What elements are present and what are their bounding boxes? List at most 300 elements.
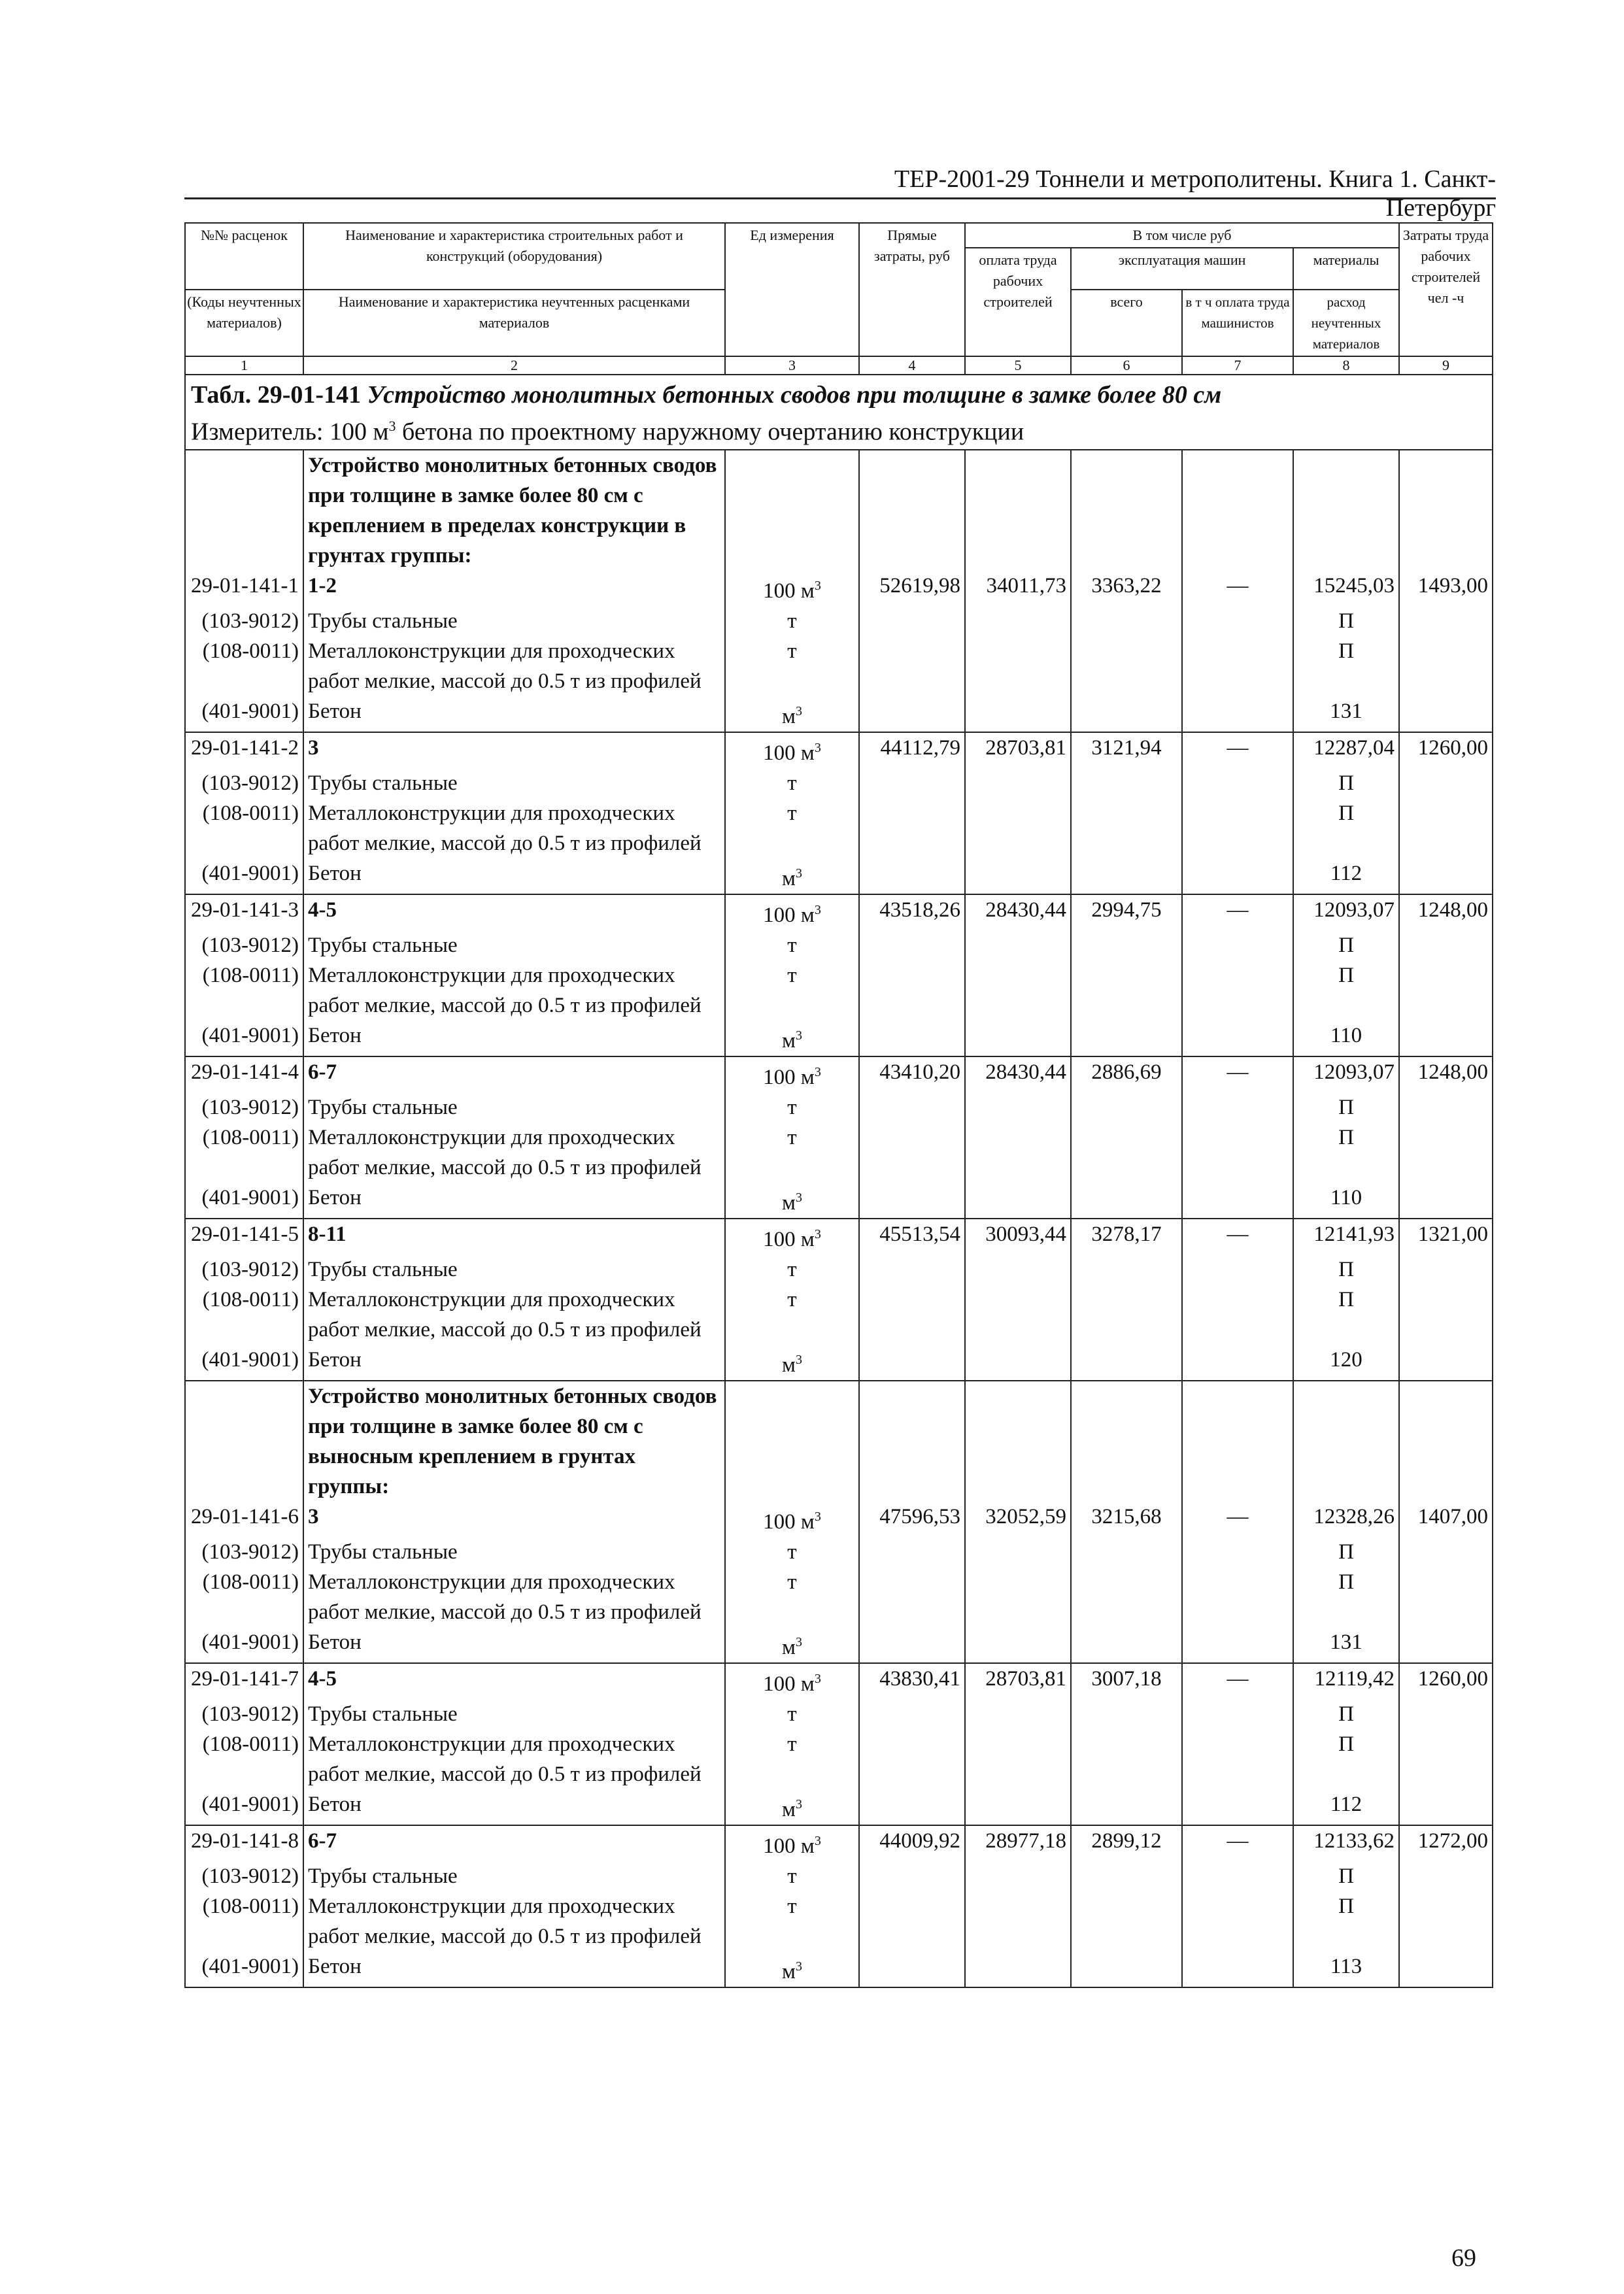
material-value: П — [1293, 960, 1399, 1020]
material-code: (108-0011) — [185, 1567, 303, 1627]
operators-cell — [1182, 1537, 1293, 1567]
rate-unit — [725, 1825, 859, 1861]
wages-cell — [965, 606, 1071, 636]
material-name: Металлоконструкции для проходческих работ мелкие, массой до 0.5 т из профилей — [303, 1567, 725, 1627]
labor-cost: 1248,00 — [1399, 894, 1493, 930]
material-code: (401-9001) — [185, 1183, 303, 1219]
unit-text: м — [782, 1959, 796, 1983]
material-code: (103-9012) — [185, 1537, 303, 1567]
machines-cell — [1071, 1255, 1182, 1285]
material-name: Трубы стальные — [303, 1537, 725, 1567]
wages-cell — [965, 768, 1071, 798]
labor-cell — [1399, 858, 1493, 894]
machines-cell — [1071, 1951, 1182, 1987]
direct-cell — [859, 1345, 965, 1381]
rate-code: 29-01-141-1 — [185, 571, 303, 606]
direct-cost: 43830,41 — [859, 1663, 965, 1699]
labor-cell — [1399, 1627, 1493, 1663]
operators-cell — [1182, 1285, 1293, 1345]
machines-cell — [1071, 696, 1182, 732]
material-row — [185, 1861, 1493, 1891]
table-title-row — [185, 375, 1493, 450]
wages-cell — [965, 1020, 1071, 1056]
unit-superscript: 3 — [795, 1959, 802, 1974]
material-name: Металлоконструкции для проходческих работ мелкие, массой до 0.5 т из профилей — [303, 1729, 725, 1789]
rates-table-body — [185, 223, 1493, 1987]
wages-cell — [965, 1861, 1071, 1891]
material-value: П — [1293, 930, 1399, 960]
direct-cost: 52619,98 — [859, 571, 965, 606]
machines-cost: 3278,17 — [1071, 1219, 1182, 1255]
operators-cell — [1182, 1789, 1293, 1825]
machines-cell — [1071, 768, 1182, 798]
material-name: Бетон — [303, 858, 725, 894]
wages-cell — [965, 960, 1071, 1020]
col-labor-header: Затраты труда рабочих строителей чел -ч — [1399, 223, 1493, 356]
materials-cell — [1293, 1381, 1399, 1502]
group-heading: Устройство монолитных бетонных сводов при толщине в замке более 80 см с выносным креплением в грунтах группы: — [303, 1381, 725, 1502]
material-value: П — [1293, 1255, 1399, 1285]
material-name: Трубы стальные — [303, 606, 725, 636]
col-unit-header: Ед измерения — [725, 223, 859, 356]
col-machines-total-header: всего — [1071, 290, 1182, 356]
col-name-header: Наименование и характеристика строительных работ и конструкций (оборудования) — [303, 223, 725, 290]
labor-cell — [1399, 768, 1493, 798]
labor-cell — [1399, 1729, 1493, 1789]
machines-cell — [1071, 450, 1182, 571]
rate-name: 3 — [303, 1502, 725, 1537]
material-unit: т — [725, 798, 859, 858]
material-row — [185, 1699, 1493, 1729]
material-row — [185, 606, 1493, 636]
unit-text: м — [782, 1797, 796, 1821]
unit-text: м — [782, 1190, 796, 1215]
material-unit: т — [725, 768, 859, 798]
unit-superscript: 3 — [795, 1796, 802, 1812]
labor-cell — [1399, 1183, 1493, 1219]
unit-text: 100 м — [763, 1227, 815, 1251]
material-value: П — [1293, 606, 1399, 636]
machines-cell — [1071, 960, 1182, 1020]
operators-cell — [1182, 1381, 1293, 1502]
direct-cell — [859, 636, 965, 696]
unit-text: м — [782, 1028, 796, 1053]
operators-cell — [1182, 1627, 1293, 1663]
unit-superscript: 3 — [795, 1190, 802, 1205]
machines-cell — [1071, 798, 1182, 858]
unit-superscript: 3 — [795, 703, 802, 718]
material-unit: т — [725, 1122, 859, 1183]
rate-code: 29-01-141-7 — [185, 1663, 303, 1699]
unit-text: 100 м — [763, 579, 815, 603]
unit-cell — [725, 1381, 859, 1502]
operators-cost: — — [1182, 1663, 1293, 1699]
operators-cell — [1182, 1951, 1293, 1987]
rate-name: 8-11 — [303, 1219, 725, 1255]
unit-superscript: 3 — [814, 1833, 821, 1848]
direct-cell — [859, 1122, 965, 1183]
material-code: (401-9001) — [185, 1789, 303, 1825]
material-row — [185, 798, 1493, 858]
operators-cell — [1182, 1861, 1293, 1891]
direct-cell — [859, 1789, 965, 1825]
material-name: Бетон — [303, 1627, 725, 1663]
material-unit — [725, 1627, 859, 1663]
material-name: Бетон — [303, 1183, 725, 1219]
direct-cost: 43410,20 — [859, 1056, 965, 1092]
labor-cell — [1399, 1537, 1493, 1567]
materials-cell — [1293, 450, 1399, 571]
machines-cell — [1071, 1537, 1182, 1567]
machines-cost: 3121,94 — [1071, 732, 1182, 768]
operators-cost: — — [1182, 1825, 1293, 1861]
wages-cell — [965, 1627, 1071, 1663]
unit-superscript: 3 — [814, 578, 821, 593]
labor-cell — [1399, 1699, 1493, 1729]
machines-cost: 2994,75 — [1071, 894, 1182, 930]
wages-cell — [965, 798, 1071, 858]
wages-cell — [965, 1255, 1071, 1285]
unit-superscript: 3 — [814, 1064, 821, 1079]
rate-unit — [725, 894, 859, 930]
unit-superscript: 3 — [795, 1352, 802, 1367]
wages-cell — [965, 1951, 1071, 1987]
material-row — [185, 1537, 1493, 1567]
material-value: П — [1293, 1729, 1399, 1789]
material-name: Бетон — [303, 1020, 725, 1056]
table-measure-post: бетона по проектному наружному очертанию конструкции — [396, 418, 1024, 446]
machines-cell — [1071, 1789, 1182, 1825]
rate-unit — [725, 1056, 859, 1092]
wages-cost: 34011,73 — [965, 571, 1071, 606]
material-row — [185, 1729, 1493, 1789]
labor-cell — [1399, 1122, 1493, 1183]
material-code: (108-0011) — [185, 1285, 303, 1345]
rate-name: 6-7 — [303, 1825, 725, 1861]
machines-cell — [1071, 1699, 1182, 1729]
material-row — [185, 930, 1493, 960]
rate-code: 29-01-141-5 — [185, 1219, 303, 1255]
direct-cell — [859, 1183, 965, 1219]
material-value: П — [1293, 1092, 1399, 1122]
unit-text: м — [782, 1353, 796, 1377]
material-unit: т — [725, 1092, 859, 1122]
labor-cell — [1399, 1092, 1493, 1122]
material-name: Трубы стальные — [303, 1255, 725, 1285]
material-unit — [725, 858, 859, 894]
document-header: ТЕР-2001-29 Тоннели и метрополитены. Книга 1. Санкт-Петербург — [894, 165, 1496, 222]
material-code: (401-9001) — [185, 696, 303, 732]
materials-cost: 12119,42 — [1293, 1663, 1399, 1699]
operators-cost: — — [1182, 571, 1293, 606]
wages-cell — [965, 1122, 1071, 1183]
material-value: П — [1293, 768, 1399, 798]
machines-cell — [1071, 1861, 1182, 1891]
header-rule — [184, 197, 1496, 199]
unit-text: 100 м — [763, 1834, 815, 1858]
rate-row — [185, 1825, 1493, 1861]
material-code: (108-0011) — [185, 1891, 303, 1951]
material-unit: т — [725, 606, 859, 636]
material-code: (108-0011) — [185, 1122, 303, 1183]
col-materials-subheader: расход неучтенных материалов — [1293, 290, 1399, 356]
material-row — [185, 1285, 1493, 1345]
rate-unit — [725, 732, 859, 768]
material-unit: т — [725, 636, 859, 696]
direct-cell — [859, 696, 965, 732]
machines-cost: 3215,68 — [1071, 1502, 1182, 1537]
concrete-consumption: 112 — [1293, 858, 1399, 894]
material-row — [185, 858, 1493, 894]
column-number: 3 — [725, 356, 859, 375]
unit-superscript: 3 — [814, 1509, 821, 1524]
table-measure-sup: 3 — [388, 418, 396, 434]
rate-row — [185, 1219, 1493, 1255]
machines-cell — [1071, 930, 1182, 960]
header-row-1 — [185, 223, 1493, 248]
operators-cell — [1182, 1345, 1293, 1381]
operators-cell — [1182, 858, 1293, 894]
material-name: Металлоконструкции для проходческих работ мелкие, массой до 0.5 т из профилей — [303, 636, 725, 696]
column-number: 2 — [303, 356, 725, 375]
unit-text: 100 м — [763, 741, 815, 765]
column-numbers-row — [185, 356, 1493, 375]
col-wages-header: оплата труда рабочих строителей — [965, 248, 1071, 356]
material-value: П — [1293, 1122, 1399, 1183]
material-row — [185, 1567, 1493, 1627]
material-unit — [725, 1951, 859, 1987]
direct-cost: 43518,26 — [859, 894, 965, 930]
material-value: П — [1293, 1891, 1399, 1951]
col-machines-group-header: эксплуатация машин — [1071, 248, 1293, 290]
material-unit — [725, 696, 859, 732]
operators-cost: — — [1182, 1502, 1293, 1537]
operators-cell — [1182, 1122, 1293, 1183]
operators-cell — [1182, 1729, 1293, 1789]
col-code-header: №№ расценок — [185, 223, 303, 290]
col-direct-header: Прямые затраты, руб — [859, 223, 965, 356]
direct-cell — [859, 798, 965, 858]
material-code: (401-9001) — [185, 1627, 303, 1663]
machines-cell — [1071, 1381, 1182, 1502]
rate-row — [185, 1502, 1493, 1537]
material-row — [185, 636, 1493, 696]
material-unit: т — [725, 1699, 859, 1729]
material-value: П — [1293, 798, 1399, 858]
machines-cell — [1071, 606, 1182, 636]
direct-cell — [859, 768, 965, 798]
rate-row — [185, 732, 1493, 768]
operators-cost: — — [1182, 1219, 1293, 1255]
materials-cost: 12133,62 — [1293, 1825, 1399, 1861]
material-unit: т — [725, 1567, 859, 1627]
unit-superscript: 3 — [795, 1028, 802, 1043]
materials-cost: 12093,07 — [1293, 894, 1399, 930]
material-row — [185, 1789, 1493, 1825]
direct-cell — [859, 1537, 965, 1567]
rate-row — [185, 1056, 1493, 1092]
machines-cell — [1071, 1092, 1182, 1122]
rate-row — [185, 571, 1493, 606]
material-name: Трубы стальные — [303, 1861, 725, 1891]
concrete-consumption: 113 — [1293, 1951, 1399, 1987]
column-number: 1 — [185, 356, 303, 375]
material-code: (108-0011) — [185, 1729, 303, 1789]
labor-cost: 1260,00 — [1399, 1663, 1493, 1699]
material-code: (401-9001) — [185, 1020, 303, 1056]
wages-cell — [965, 1729, 1071, 1789]
direct-cell — [859, 930, 965, 960]
operators-cell — [1182, 1699, 1293, 1729]
unit-superscript: 3 — [814, 1671, 821, 1686]
material-row — [185, 1627, 1493, 1663]
operators-cell — [1182, 1183, 1293, 1219]
unit-superscript: 3 — [814, 902, 821, 917]
material-name: Металлоконструкции для проходческих работ мелкие, массой до 0.5 т из профилей — [303, 960, 725, 1020]
rate-name: 6-7 — [303, 1056, 725, 1092]
material-name: Металлоконструкции для проходческих работ мелкие, массой до 0.5 т из профилей — [303, 1285, 725, 1345]
machines-cost: 3363,22 — [1071, 571, 1182, 606]
wages-cell — [965, 1345, 1071, 1381]
material-unit: т — [725, 960, 859, 1020]
material-unit — [725, 1345, 859, 1381]
material-code: (401-9001) — [185, 1951, 303, 1987]
concrete-consumption: 131 — [1293, 696, 1399, 732]
wages-cell — [965, 450, 1071, 571]
labor-cell — [1399, 1951, 1493, 1987]
labor-cell — [1399, 960, 1493, 1020]
labor-cell — [1399, 606, 1493, 636]
rate-code: 29-01-141-6 — [185, 1502, 303, 1537]
rate-name: 4-5 — [303, 1663, 725, 1699]
direct-cell — [859, 1861, 965, 1891]
material-code: (103-9012) — [185, 1092, 303, 1122]
col-code-subheader: (Коды неучтенных материалов) — [185, 290, 303, 356]
machines-cell — [1071, 1183, 1182, 1219]
material-unit: т — [725, 930, 859, 960]
rate-unit — [725, 1663, 859, 1699]
material-unit: т — [725, 1537, 859, 1567]
machines-cell — [1071, 1891, 1182, 1951]
col-operators-header: в т ч оплата труда машинистов — [1182, 290, 1293, 356]
material-row — [185, 1891, 1493, 1951]
machines-cost: 2899,12 — [1071, 1825, 1182, 1861]
machines-cost: 2886,69 — [1071, 1056, 1182, 1092]
operators-cost: — — [1182, 894, 1293, 930]
material-value: П — [1293, 1861, 1399, 1891]
wages-cost: 28703,81 — [965, 732, 1071, 768]
direct-cell — [859, 1627, 965, 1663]
concrete-consumption: 110 — [1293, 1020, 1399, 1056]
direct-cell — [859, 606, 965, 636]
material-unit — [725, 1183, 859, 1219]
unit-text: 100 м — [763, 1510, 815, 1534]
material-unit — [725, 1020, 859, 1056]
material-value: П — [1293, 1699, 1399, 1729]
concrete-consumption: 120 — [1293, 1345, 1399, 1381]
direct-cell — [859, 1567, 965, 1627]
wages-cell — [965, 1567, 1071, 1627]
material-row — [185, 696, 1493, 732]
material-name: Трубы стальные — [303, 1699, 725, 1729]
wages-cell — [965, 1381, 1071, 1502]
material-name: Металлоконструкции для проходческих работ мелкие, массой до 0.5 т из профилей — [303, 1122, 725, 1183]
labor-cell — [1399, 1891, 1493, 1951]
wages-cell — [965, 696, 1071, 732]
wages-cell — [965, 636, 1071, 696]
labor-cell — [1399, 696, 1493, 732]
direct-cell — [859, 1285, 965, 1345]
material-unit: т — [725, 1729, 859, 1789]
material-unit: т — [725, 1285, 859, 1345]
wages-cell — [965, 1092, 1071, 1122]
labor-cell — [1399, 930, 1493, 960]
wages-cell — [965, 1789, 1071, 1825]
wages-cell — [965, 1699, 1071, 1729]
operators-cell — [1182, 606, 1293, 636]
rate-unit — [725, 571, 859, 606]
operators-cell — [1182, 1567, 1293, 1627]
unit-superscript: 3 — [814, 740, 821, 755]
unit-superscript: 3 — [795, 1634, 802, 1649]
concrete-consumption: 110 — [1293, 1183, 1399, 1219]
col-name-subheader: Наименование и характеристика неучтенных расценками материалов — [303, 290, 725, 356]
concrete-consumption: 112 — [1293, 1789, 1399, 1825]
machines-cell — [1071, 1345, 1182, 1381]
labor-cell — [1399, 636, 1493, 696]
column-number: 4 — [859, 356, 965, 375]
material-row — [185, 960, 1493, 1020]
direct-cell — [859, 1699, 965, 1729]
material-row — [185, 1092, 1493, 1122]
machines-cell — [1071, 1020, 1182, 1056]
materials-cost: 12093,07 — [1293, 1056, 1399, 1092]
labor-cost: 1407,00 — [1399, 1502, 1493, 1537]
operators-cell — [1182, 696, 1293, 732]
labor-cell — [1399, 1861, 1493, 1891]
wages-cell — [965, 858, 1071, 894]
materials-cost: 12328,26 — [1293, 1502, 1399, 1537]
code-cell — [185, 450, 303, 571]
operators-cell — [1182, 1255, 1293, 1285]
materials-cost: 15245,03 — [1293, 571, 1399, 606]
operators-cost: — — [1182, 1056, 1293, 1092]
material-name: Трубы стальные — [303, 768, 725, 798]
direct-cell — [859, 1891, 965, 1951]
operators-cell — [1182, 636, 1293, 696]
material-row — [185, 1951, 1493, 1987]
direct-cost: 47596,53 — [859, 1502, 965, 1537]
material-name: Бетон — [303, 1345, 725, 1381]
labor-cost: 1272,00 — [1399, 1825, 1493, 1861]
labor-cell — [1399, 1020, 1493, 1056]
wages-cell — [965, 1285, 1071, 1345]
wages-cost: 28430,44 — [965, 1056, 1071, 1092]
machines-cell — [1071, 1729, 1182, 1789]
table-measure-pre: Измеритель: 100 м — [191, 418, 389, 446]
group-heading-row — [185, 450, 1493, 571]
concrete-consumption: 131 — [1293, 1627, 1399, 1663]
material-unit: т — [725, 1861, 859, 1891]
machines-cell — [1071, 1627, 1182, 1663]
direct-cell — [859, 1255, 965, 1285]
wages-cost: 30093,44 — [965, 1219, 1071, 1255]
material-code: (401-9001) — [185, 1345, 303, 1381]
material-code: (103-9012) — [185, 768, 303, 798]
material-name: Трубы стальные — [303, 930, 725, 960]
material-value: П — [1293, 1537, 1399, 1567]
labor-cell — [1399, 1255, 1493, 1285]
